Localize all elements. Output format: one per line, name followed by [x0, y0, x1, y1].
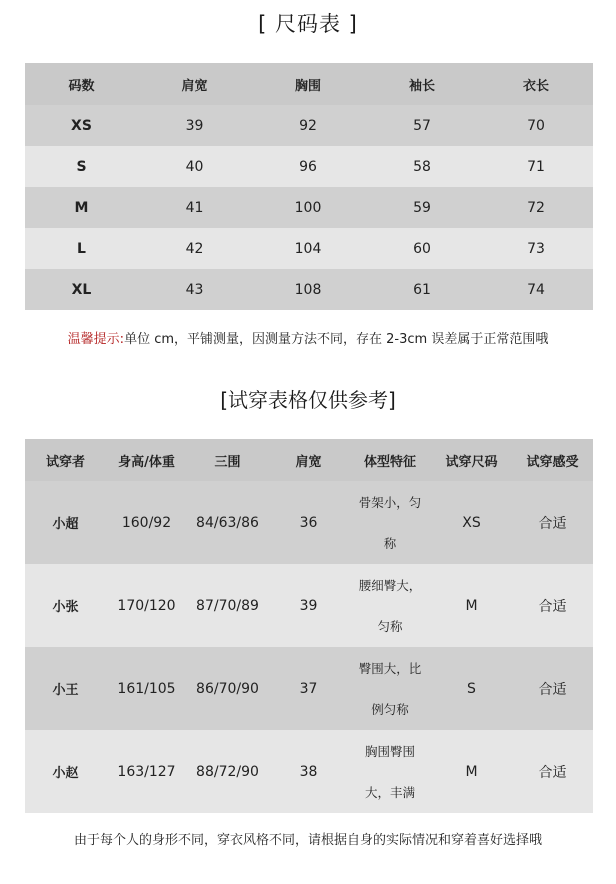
shoulder-value: 43 — [138, 269, 251, 310]
table-row — [25, 564, 593, 647]
measurements-value: 86/70/90 — [187, 647, 268, 730]
body-type-line-1: 骨架小，匀 — [358, 494, 422, 510]
feeling-value: 合适 — [512, 730, 593, 813]
feeling-value: 合适 — [512, 647, 593, 730]
body-type-value — [349, 730, 431, 813]
header-feeling: 试穿感受 — [512, 439, 593, 481]
note-highlight: 温馨提示: — [67, 332, 125, 347]
size-label: M — [25, 187, 138, 228]
table-row — [25, 647, 593, 730]
shoulder-value: 40 — [138, 146, 251, 187]
height-weight-value: 170/120 — [106, 564, 187, 647]
header-sleeve: 袖长 — [365, 63, 479, 105]
measurements-value: 87/70/89 — [187, 564, 268, 647]
size-chart-table — [25, 63, 593, 310]
footer-note: 由于每个人的身形不同，穿衣风格不同，请根据自身的实际情况和穿着喜好选择哦 — [73, 833, 542, 848]
body-type-line-2: 称 — [383, 535, 397, 551]
tester-name: 小王 — [25, 647, 106, 730]
tester-name: 小赵 — [25, 730, 106, 813]
shoulder-value: 39 — [138, 105, 251, 146]
chest-value: 96 — [251, 146, 365, 187]
tried-size-value: XS — [431, 481, 512, 564]
sleeve-value: 58 — [365, 146, 479, 187]
measurement-note — [0, 328, 616, 347]
header-length: 衣长 — [479, 63, 593, 105]
chest-value: 100 — [251, 187, 365, 228]
tester-name: 小张 — [25, 564, 106, 647]
body-type-line-2: 大，丰满 — [364, 784, 415, 800]
measurements-value: 84/63/86 — [187, 481, 268, 564]
sleeve-value: 59 — [365, 187, 479, 228]
body-type-line-2: 例匀称 — [371, 701, 409, 717]
chest-value: 108 — [251, 269, 365, 310]
header-shoulder: 肩宽 — [268, 439, 349, 481]
height-weight-value: 161/105 — [106, 647, 187, 730]
length-value: 74 — [479, 269, 593, 310]
shoulder-value: 42 — [138, 228, 251, 269]
table-row — [25, 228, 593, 269]
tried-size-value: M — [431, 564, 512, 647]
shoulder-value: 38 — [268, 730, 349, 813]
feeling-value: 合适 — [512, 564, 593, 647]
length-value: 70 — [479, 105, 593, 146]
body-type-line-1: 胸围臀围 — [364, 743, 415, 759]
body-type-value — [349, 481, 431, 564]
note-text: 单位 cm，平铺测量，因测量方法不同，存在 2-3cm 误差属于正常范围哦 — [124, 332, 549, 347]
size-label: S — [25, 146, 138, 187]
body-type-line-1: 臀围大，比 — [358, 660, 422, 676]
table-row — [25, 269, 593, 310]
header-height-weight: 身高/体重 — [106, 439, 187, 481]
shoulder-value: 36 — [268, 481, 349, 564]
size-table-header-row — [25, 63, 593, 105]
size-label: XS — [25, 105, 138, 146]
table-row — [25, 105, 593, 146]
feeling-value: 合适 — [512, 481, 593, 564]
table-row — [25, 481, 593, 564]
sleeve-value: 57 — [365, 105, 479, 146]
shoulder-value: 41 — [138, 187, 251, 228]
size-chart-title: [ 尺码表 ] — [258, 12, 358, 36]
header-tried-size: 试穿尺码 — [431, 439, 512, 481]
measurements-value: 88/72/90 — [187, 730, 268, 813]
height-weight-value: 160/92 — [106, 481, 187, 564]
length-value: 73 — [479, 228, 593, 269]
tryon-chart-title: [试穿表格仅供参考] — [220, 388, 396, 412]
tried-size-value: M — [431, 730, 512, 813]
size-label: L — [25, 228, 138, 269]
chest-value: 104 — [251, 228, 365, 269]
header-shoulder: 肩宽 — [138, 63, 251, 105]
length-value: 72 — [479, 187, 593, 228]
sleeve-value: 61 — [365, 269, 479, 310]
shoulder-value: 39 — [268, 564, 349, 647]
chest-value: 92 — [251, 105, 365, 146]
body-type-line-2: 匀称 — [377, 618, 403, 634]
sleeve-value: 60 — [365, 228, 479, 269]
tester-name: 小超 — [25, 481, 106, 564]
tried-size-value: S — [431, 647, 512, 730]
header-size: 码数 — [25, 63, 138, 105]
size-label: XL — [25, 269, 138, 310]
body-type-line-1: 腰细臀大， — [358, 577, 422, 593]
tryon-table-header-row — [25, 439, 593, 481]
table-row — [25, 146, 593, 187]
header-tester: 试穿者 — [25, 439, 106, 481]
table-row — [25, 187, 593, 228]
header-chest: 胸围 — [251, 63, 365, 105]
shoulder-value: 37 — [268, 647, 349, 730]
height-weight-value: 163/127 — [106, 730, 187, 813]
table-row — [25, 730, 593, 813]
tryon-chart-table — [25, 439, 593, 813]
header-measurements: 三围 — [187, 439, 268, 481]
body-type-value — [349, 564, 431, 647]
length-value: 71 — [479, 146, 593, 187]
body-type-value — [349, 647, 431, 730]
header-body-type: 体型特征 — [349, 439, 431, 481]
